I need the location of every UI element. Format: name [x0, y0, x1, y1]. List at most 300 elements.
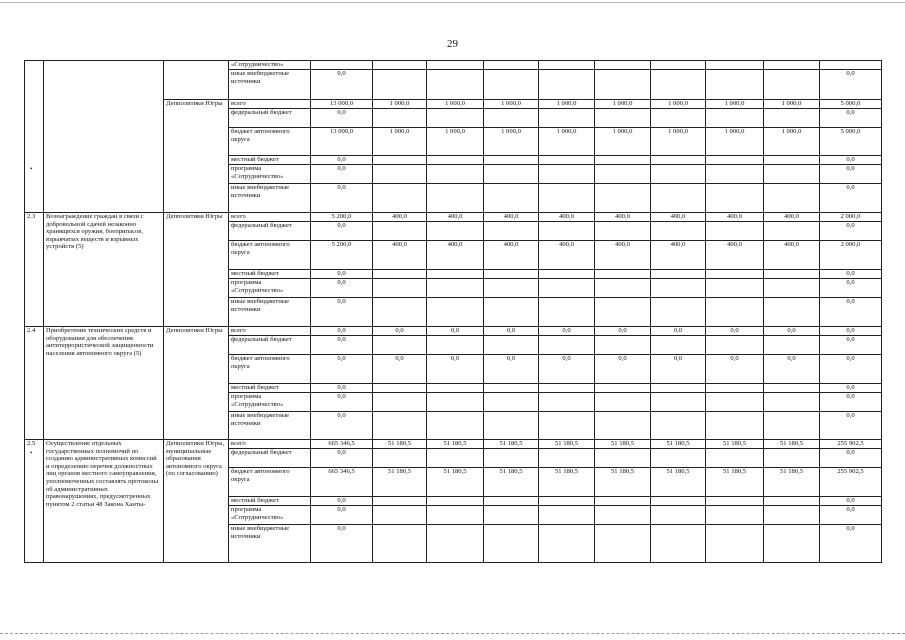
amount-cell: 0,0 — [311, 449, 373, 468]
amount-cell — [595, 384, 651, 393]
amount-cell: 51 180,5 — [427, 440, 484, 449]
amount-cell — [373, 270, 427, 279]
amount-cell — [427, 298, 484, 327]
amount-cell — [651, 270, 706, 279]
amount-cell — [539, 70, 595, 100]
amount-cell: 1 000,0 — [427, 100, 484, 109]
amount-cell: 0,0 — [820, 506, 882, 525]
amount-cell — [427, 165, 484, 184]
amount-cell — [539, 525, 595, 563]
amount-cell — [595, 156, 651, 165]
amount-cell: 0,0 — [820, 156, 882, 165]
amount-cell — [427, 449, 484, 468]
amount-cell: 51 180,5 — [706, 468, 764, 497]
amount-cell — [595, 298, 651, 327]
amount-cell — [539, 184, 595, 213]
amount-cell — [484, 525, 539, 563]
measure-description-cell: Вознаграждение граждан в связи с добровольной сдачей незаконно хранящихся оружия, боеприпасов, взрывчатых веществ и взрывных устройств (5) — [44, 213, 164, 327]
amount-cell: 400,0 — [595, 241, 651, 270]
amount-cell: 0,0 — [651, 327, 706, 336]
amount-cell: 0,0 — [427, 327, 484, 336]
amount-cell — [651, 525, 706, 563]
amount-cell — [595, 70, 651, 100]
amount-cell: 0,0 — [820, 355, 882, 384]
amount-cell — [484, 184, 539, 213]
amount-cell: 0,0 — [820, 70, 882, 100]
amount-cell — [373, 497, 427, 506]
amount-cell — [706, 393, 764, 412]
amount-cell — [764, 336, 820, 355]
amount-cell — [427, 61, 484, 70]
amount-cell — [484, 70, 539, 100]
amount-cell: 0,0 — [764, 327, 820, 336]
amount-cell — [706, 70, 764, 100]
amount-cell: 0,0 — [595, 355, 651, 384]
funding-source-cell: местный бюджет — [229, 156, 311, 165]
amount-cell: 400,0 — [764, 213, 820, 222]
amount-cell: 51 180,5 — [595, 468, 651, 497]
page-number: 29 — [447, 38, 458, 50]
amount-cell: 1 000,0 — [484, 100, 539, 109]
amount-cell — [651, 184, 706, 213]
amount-cell: 1 000,0 — [427, 128, 484, 156]
amount-cell — [706, 506, 764, 525]
funding-source-cell: бюджет автономного округа — [229, 355, 311, 384]
amount-cell — [539, 497, 595, 506]
amount-cell: 2 000,0 — [820, 213, 882, 222]
funding-source-cell: местный бюджет — [229, 270, 311, 279]
amount-cell — [484, 270, 539, 279]
amount-cell — [595, 412, 651, 440]
amount-cell — [373, 336, 427, 355]
funding-source-cell: федеральный бюджет — [229, 109, 311, 128]
amount-cell: 0,0 — [539, 327, 595, 336]
funding-source-cell: «Сотрудничество» — [229, 61, 311, 70]
amount-cell: 400,0 — [427, 241, 484, 270]
funding-source-cell: иные внебюджетные источники — [229, 70, 311, 100]
amount-cell: 51 180,5 — [484, 440, 539, 449]
amount-cell — [484, 384, 539, 393]
amount-cell: 51 180,5 — [595, 440, 651, 449]
amount-cell — [373, 156, 427, 165]
amount-cell — [373, 393, 427, 412]
funding-source-cell: программа «Сотрудничество» — [229, 393, 311, 412]
amount-cell — [651, 393, 706, 412]
amount-cell — [539, 412, 595, 440]
amount-cell: 0,0 — [820, 449, 882, 468]
amount-cell: 0,0 — [706, 355, 764, 384]
amount-cell — [651, 497, 706, 506]
amount-cell — [595, 184, 651, 213]
amount-cell — [651, 336, 706, 355]
amount-cell: 0,0 — [311, 506, 373, 525]
amount-cell: 400,0 — [706, 241, 764, 270]
amount-cell — [373, 449, 427, 468]
amount-cell: 400,0 — [651, 213, 706, 222]
amount-cell — [764, 184, 820, 213]
amount-cell — [595, 393, 651, 412]
amount-cell — [427, 222, 484, 241]
amount-cell — [764, 109, 820, 128]
amount-cell — [595, 506, 651, 525]
amount-cell — [651, 70, 706, 100]
amount-cell: 51 180,5 — [764, 440, 820, 449]
amount-cell — [764, 497, 820, 506]
amount-cell — [373, 109, 427, 128]
amount-cell — [373, 384, 427, 393]
amount-cell: 5 000,0 — [820, 100, 882, 109]
amount-cell — [764, 61, 820, 70]
amount-cell — [373, 61, 427, 70]
amount-cell — [706, 61, 764, 70]
amount-cell — [595, 165, 651, 184]
amount-cell — [427, 270, 484, 279]
amount-cell: 1 000,0 — [373, 128, 427, 156]
amount-cell — [764, 222, 820, 241]
amount-cell — [484, 222, 539, 241]
amount-cell — [595, 497, 651, 506]
amount-cell — [311, 61, 373, 70]
amount-cell — [706, 525, 764, 563]
item-number-cell: 2.5 — [25, 440, 44, 563]
funding-source-cell: иные внебюджетные источники — [229, 184, 311, 213]
amount-cell: 400,0 — [427, 213, 484, 222]
funding-source-cell: бюджет автономного округа — [229, 468, 311, 497]
amount-cell — [427, 184, 484, 213]
amount-cell — [427, 412, 484, 440]
amount-cell — [706, 222, 764, 241]
amount-cell — [427, 393, 484, 412]
amount-cell: 0,0 — [373, 355, 427, 384]
amount-cell: 400,0 — [764, 241, 820, 270]
amount-cell — [484, 497, 539, 506]
amount-cell — [427, 279, 484, 298]
amount-cell: 0,0 — [820, 109, 882, 128]
amount-cell — [539, 222, 595, 241]
amount-cell — [484, 298, 539, 327]
amount-cell — [539, 156, 595, 165]
table-row — [25, 327, 882, 336]
amount-cell — [484, 506, 539, 525]
table-row — [25, 440, 882, 449]
scan-dot: • — [30, 449, 33, 457]
amount-cell: 400,0 — [595, 213, 651, 222]
funding-source-cell: программа «Сотрудничество» — [229, 506, 311, 525]
amount-cell: 0,0 — [311, 222, 373, 241]
amount-cell: 400,0 — [539, 213, 595, 222]
amount-cell: 5 000,0 — [820, 128, 882, 156]
amount-cell — [427, 497, 484, 506]
amount-cell: 51 180,5 — [539, 440, 595, 449]
amount-cell: 0,0 — [651, 355, 706, 384]
funding-source-cell: всего — [229, 440, 311, 449]
amount-cell: 0,0 — [820, 270, 882, 279]
amount-cell: 0,0 — [820, 184, 882, 213]
amount-cell: 0,0 — [820, 222, 882, 241]
amount-cell: 0,0 — [311, 184, 373, 213]
funding-source-cell: федеральный бюджет — [229, 222, 311, 241]
funding-source-cell: иные внебюджетные источники — [229, 525, 311, 563]
amount-cell: 0,0 — [311, 109, 373, 128]
amount-cell — [764, 412, 820, 440]
amount-cell: 1 000,0 — [706, 100, 764, 109]
amount-cell — [651, 165, 706, 184]
funding-source-cell: местный бюджет — [229, 497, 311, 506]
amount-cell — [764, 165, 820, 184]
measure-description-cell: Приобретение технических средств и оборудования для обеспечения антитеррористической защищенности населения автономного округа (5) — [44, 327, 164, 440]
amount-cell — [706, 412, 764, 440]
amount-cell: 1 000,0 — [595, 100, 651, 109]
amount-cell: 0,0 — [539, 355, 595, 384]
amount-cell: 51 180,5 — [427, 468, 484, 497]
amount-cell — [484, 393, 539, 412]
amount-cell: 0,0 — [311, 393, 373, 412]
amount-cell — [595, 525, 651, 563]
amount-cell — [373, 184, 427, 213]
amount-cell: 0,0 — [311, 279, 373, 298]
amount-cell — [706, 165, 764, 184]
amount-cell — [595, 270, 651, 279]
amount-cell — [484, 449, 539, 468]
amount-cell — [595, 61, 651, 70]
amount-cell — [539, 279, 595, 298]
amount-cell — [427, 506, 484, 525]
executor-cell: Депполитики Югры — [164, 213, 229, 327]
amount-cell: 0,0 — [820, 525, 882, 563]
amount-cell: 1 000,0 — [539, 128, 595, 156]
amount-cell — [764, 393, 820, 412]
amount-cell — [373, 525, 427, 563]
amount-cell: 0,0 — [311, 384, 373, 393]
amount-cell: 0,0 — [311, 327, 373, 336]
funding-source-cell: бюджет автономного округа — [229, 241, 311, 270]
amount-cell — [427, 70, 484, 100]
amount-cell — [764, 156, 820, 165]
amount-cell: 51 180,5 — [706, 440, 764, 449]
amount-cell — [373, 222, 427, 241]
amount-cell: 255 902,5 — [820, 440, 882, 449]
amount-cell: 1 000,0 — [651, 100, 706, 109]
amount-cell — [651, 449, 706, 468]
amount-cell: 1 000,0 — [651, 128, 706, 156]
amount-cell — [764, 70, 820, 100]
amount-cell — [539, 270, 595, 279]
amount-cell: 0,0 — [820, 298, 882, 327]
amount-cell: 0,0 — [311, 165, 373, 184]
amount-cell: 1 000,0 — [764, 100, 820, 109]
amount-cell: 0,0 — [484, 327, 539, 336]
amount-cell: 0,0 — [311, 156, 373, 165]
amount-cell — [373, 412, 427, 440]
amount-cell — [764, 525, 820, 563]
amount-cell: 0,0 — [820, 279, 882, 298]
amount-cell — [651, 156, 706, 165]
amount-cell — [373, 165, 427, 184]
amount-cell: 1 000,0 — [595, 128, 651, 156]
executor-cell: Депполитики Югры — [164, 327, 229, 440]
amount-cell: 400,0 — [373, 213, 427, 222]
amount-cell: 0,0 — [820, 384, 882, 393]
amount-cell — [427, 156, 484, 165]
amount-cell: 400,0 — [484, 213, 539, 222]
amount-cell — [651, 506, 706, 525]
amount-cell: 1 000,0 — [484, 128, 539, 156]
funding-table — [24, 60, 882, 563]
funding-source-cell: федеральный бюджет — [229, 336, 311, 355]
amount-cell — [539, 109, 595, 128]
amount-cell — [651, 412, 706, 440]
amount-cell: 0,0 — [427, 355, 484, 384]
amount-cell — [539, 506, 595, 525]
amount-cell — [595, 336, 651, 355]
amount-cell — [820, 61, 882, 70]
amount-cell: 0,0 — [706, 327, 764, 336]
amount-cell — [373, 298, 427, 327]
amount-cell: 0,0 — [764, 355, 820, 384]
amount-cell — [651, 61, 706, 70]
amount-cell: 400,0 — [706, 213, 764, 222]
amount-cell — [706, 384, 764, 393]
amount-cell — [706, 270, 764, 279]
amount-cell: 5 200,0 — [311, 213, 373, 222]
amount-cell — [373, 279, 427, 298]
amount-cell: 665 346,5 — [311, 440, 373, 449]
amount-cell: 0,0 — [373, 327, 427, 336]
measure-description-cell: Осуществление отдельных государственных полномочий по созданию административных комиссий и определению перечня должностных лиц органов местного самоуправления, уполномоченных составлять протоколы об административных правонарушениях, предусмотренных пунктом 2 статьи 48 Закона Ханты- — [44, 440, 164, 563]
amount-cell: 51 180,5 — [764, 468, 820, 497]
item-number-cell — [25, 61, 44, 213]
amount-cell — [595, 279, 651, 298]
amount-cell — [764, 270, 820, 279]
amount-cell — [706, 497, 764, 506]
amount-cell: 0,0 — [820, 165, 882, 184]
amount-cell — [764, 449, 820, 468]
amount-cell — [764, 298, 820, 327]
amount-cell — [373, 70, 427, 100]
amount-cell — [595, 449, 651, 468]
amount-cell — [539, 393, 595, 412]
amount-cell: 51 180,5 — [651, 440, 706, 449]
amount-cell: 5 200,0 — [311, 241, 373, 270]
amount-cell: 2 000,0 — [820, 241, 882, 270]
amount-cell — [651, 222, 706, 241]
amount-cell: 0,0 — [311, 525, 373, 563]
top-border-line — [0, 2, 905, 3]
amount-cell — [651, 384, 706, 393]
amount-cell: 0,0 — [311, 70, 373, 100]
amount-cell: 0,0 — [820, 393, 882, 412]
amount-cell — [427, 109, 484, 128]
amount-cell — [706, 449, 764, 468]
amount-cell — [651, 109, 706, 128]
amount-cell — [373, 506, 427, 525]
amount-cell — [539, 336, 595, 355]
amount-cell — [539, 165, 595, 184]
amount-cell: 0,0 — [820, 412, 882, 440]
amount-cell: 1 000,0 — [539, 100, 595, 109]
amount-cell — [764, 506, 820, 525]
amount-cell — [764, 384, 820, 393]
funding-source-cell: местный бюджет — [229, 384, 311, 393]
amount-cell — [539, 298, 595, 327]
funding-source-cell: иные внебюджетные источники — [229, 298, 311, 327]
amount-cell: 0,0 — [820, 497, 882, 506]
table-row — [25, 213, 882, 222]
amount-cell — [595, 109, 651, 128]
amount-cell: 0,0 — [311, 497, 373, 506]
amount-cell: 0,0 — [311, 412, 373, 440]
amount-cell: 255 902,5 — [820, 468, 882, 497]
amount-cell — [427, 336, 484, 355]
amount-cell: 51 180,5 — [484, 468, 539, 497]
funding-source-cell: программа «Сотрудничество» — [229, 165, 311, 184]
table-row — [25, 61, 882, 70]
amount-cell: 0,0 — [820, 327, 882, 336]
funding-source-cell: всего — [229, 213, 311, 222]
amount-cell — [706, 298, 764, 327]
funding-source-cell: всего — [229, 100, 311, 109]
amount-cell: 13 000,0 — [311, 100, 373, 109]
amount-cell: 0,0 — [311, 298, 373, 327]
amount-cell: 51 180,5 — [373, 468, 427, 497]
amount-cell: 51 180,5 — [539, 468, 595, 497]
funding-source-cell: федеральный бюджет — [229, 449, 311, 468]
amount-cell — [484, 279, 539, 298]
amount-cell: 13 000,0 — [311, 128, 373, 156]
amount-cell — [595, 222, 651, 241]
amount-cell — [706, 156, 764, 165]
amount-cell — [539, 384, 595, 393]
bottom-border-line — [0, 633, 905, 634]
item-number-cell: 2.4 — [25, 327, 44, 440]
executor-cell: Депполитики Югры — [164, 100, 229, 213]
table-body — [25, 61, 882, 563]
amount-cell: 400,0 — [651, 241, 706, 270]
amount-cell — [706, 279, 764, 298]
amount-cell: 51 180,5 — [651, 468, 706, 497]
amount-cell — [427, 525, 484, 563]
amount-cell — [484, 412, 539, 440]
amount-cell: 0,0 — [311, 336, 373, 355]
amount-cell — [651, 279, 706, 298]
amount-cell: 1 000,0 — [706, 128, 764, 156]
amount-cell: 0,0 — [311, 270, 373, 279]
amount-cell: 0,0 — [820, 336, 882, 355]
amount-cell — [484, 61, 539, 70]
executor-cell — [164, 61, 229, 100]
amount-cell — [706, 184, 764, 213]
funding-source-cell: всего — [229, 327, 311, 336]
amount-cell — [539, 449, 595, 468]
measure-description-cell — [44, 61, 164, 213]
amount-cell: 400,0 — [373, 241, 427, 270]
amount-cell: 51 180,5 — [373, 440, 427, 449]
item-number-cell: 2.3 — [25, 213, 44, 327]
amount-cell: 665 346,5 — [311, 468, 373, 497]
executor-cell: Депполитики Югры, муниципальные образования автономного округа (по согласованию) — [164, 440, 229, 563]
amount-cell — [484, 165, 539, 184]
amount-cell — [764, 279, 820, 298]
amount-cell — [706, 336, 764, 355]
amount-cell: 0,0 — [595, 327, 651, 336]
amount-cell: 0,0 — [484, 355, 539, 384]
funding-source-cell: бюджет автономного округа — [229, 128, 311, 156]
amount-cell: 400,0 — [484, 241, 539, 270]
amount-cell — [484, 336, 539, 355]
amount-cell — [484, 109, 539, 128]
amount-cell: 1 000,0 — [764, 128, 820, 156]
amount-cell — [651, 298, 706, 327]
